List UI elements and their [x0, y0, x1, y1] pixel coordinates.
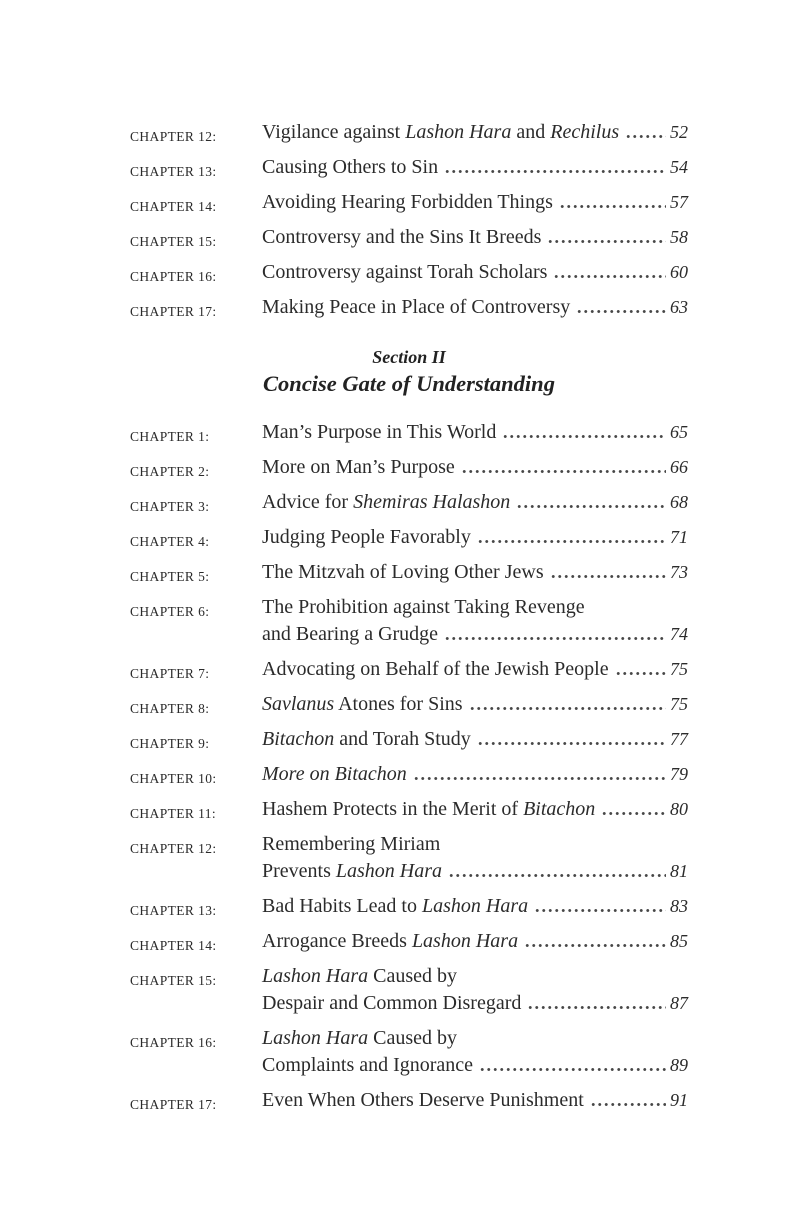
page-number: 71: [670, 527, 688, 547]
dot-leader: [502, 435, 666, 438]
chapter-label: CHAPTER 13:: [130, 164, 217, 179]
chapter-title: Hashem Protects in the Merit of Bitachon: [262, 798, 596, 820]
chapter-title: Vigilance against Lashon Hara and Rechilus: [262, 121, 620, 143]
chapter-title: Making Peace in Place of Controversy: [262, 296, 571, 318]
chapter-title: Controversy against Torah Scholars: [262, 261, 548, 283]
dot-leader: [444, 637, 666, 640]
toc-entry: [130, 594, 688, 648]
dot-leader: [477, 742, 666, 745]
chapter-title: Man’s Purpose in This World: [262, 421, 497, 443]
chapter-label: CHAPTER 14:: [130, 199, 217, 214]
chapter-title: Lashon Hara Caused by: [262, 965, 458, 987]
chapter-entry-body: [262, 559, 688, 586]
toc-entry-line: [262, 489, 688, 516]
section-kicker: Section II: [372, 347, 446, 367]
page-number: 66: [670, 457, 688, 477]
toc-entry-line: [262, 454, 688, 481]
dot-leader: [559, 205, 666, 208]
chapter-title: Causing Others to Sin: [262, 156, 439, 178]
chapter-title: The Mitzvah of Loving Other Jews: [262, 561, 544, 583]
chapter-label: CHAPTER 4:: [130, 534, 210, 549]
chapter-entry-body: [262, 524, 688, 551]
chapter-entry-body: [262, 259, 688, 286]
toc-entry: [130, 454, 688, 481]
toc-entry-line: [262, 119, 688, 146]
toc-entry-line: [262, 189, 688, 216]
toc-entry: [130, 928, 688, 955]
page-number: 89: [670, 1055, 688, 1075]
page-number: 54: [670, 157, 688, 177]
page-number: 77: [670, 729, 688, 749]
toc-entry: [130, 691, 688, 718]
toc-entry: [130, 726, 688, 753]
chapter-entry-body: [262, 419, 688, 446]
chapter-title: Lashon Hara Caused by: [262, 1027, 458, 1049]
page-number: 81: [670, 861, 688, 881]
toc-entry: [130, 1087, 688, 1114]
toc-entry: [130, 656, 688, 683]
chapter-title: and Bearing a Grudge: [262, 623, 439, 645]
page-number: 87: [670, 993, 688, 1013]
toc-entry: [130, 559, 688, 586]
toc-entry-line: [262, 656, 688, 683]
chapter-entry-body: [262, 1025, 688, 1079]
chapter-label: CHAPTER 5:: [130, 569, 210, 584]
chapter-label: CHAPTER 12:: [130, 129, 217, 144]
chapter-entry-body: [262, 224, 688, 251]
toc-entry: [130, 154, 688, 181]
dot-leader: [601, 812, 666, 815]
chapter-entry-body: [262, 1087, 688, 1114]
dot-leader: [590, 1103, 666, 1106]
page-number: 79: [670, 764, 688, 784]
toc-entry: [130, 1025, 688, 1079]
chapter-label: CHAPTER 17:: [130, 1097, 217, 1112]
toc-entry: [130, 189, 688, 216]
chapter-title: Bad Habits Lead to Lashon Hara: [262, 895, 529, 917]
chapter-label: CHAPTER 3:: [130, 499, 210, 514]
page-number: 73: [670, 562, 688, 582]
chapter-entry-body: [262, 893, 688, 920]
section-heading: [130, 345, 688, 398]
toc-entry-line: [262, 294, 688, 321]
chapter-label: CHAPTER 6:: [130, 604, 210, 619]
chapter-label: CHAPTER 16:: [130, 1035, 217, 1050]
dot-leader: [524, 944, 666, 947]
chapter-entry-body: [262, 963, 688, 1017]
chapter-label: CHAPTER 2:: [130, 464, 210, 479]
toc-entry-line: [262, 893, 688, 920]
chapter-label: CHAPTER 15:: [130, 234, 217, 249]
toc-entry: [130, 831, 688, 885]
chapter-label: CHAPTER 11:: [130, 806, 217, 821]
chapter-entry-body: [262, 489, 688, 516]
chapter-title: More on Bitachon: [262, 763, 407, 785]
chapter-label: CHAPTER 8:: [130, 701, 210, 716]
chapter-label: CHAPTER 15:: [130, 973, 217, 988]
chapter-entry-body: [262, 154, 688, 181]
page-number: 65: [670, 422, 688, 442]
chapter-title: Controversy and the Sins It Breeds: [262, 226, 542, 248]
chapter-title: Remembering Miriam: [262, 833, 441, 855]
toc-entry-line: [262, 524, 688, 551]
chapter-label: CHAPTER 10:: [130, 771, 217, 786]
toc-entry: [130, 761, 688, 788]
toc-section-2: [130, 419, 688, 1114]
toc-entry: [130, 419, 688, 446]
chapter-entry-body: [262, 454, 688, 481]
page-number: 63: [670, 297, 688, 317]
chapter-label: CHAPTER 16:: [130, 269, 217, 284]
dot-leader: [413, 777, 666, 780]
chapter-title: More on Man’s Purpose: [262, 456, 455, 478]
toc-entry: [130, 524, 688, 551]
toc-entry: [130, 893, 688, 920]
page-number: 80: [670, 799, 688, 819]
toc-entry-line: [262, 621, 688, 648]
dot-leader: [625, 135, 666, 138]
chapter-title: Savlanus Atones for Sins: [262, 693, 463, 715]
toc-entry: [130, 489, 688, 516]
chapter-label: CHAPTER 17:: [130, 304, 217, 319]
toc-entry-line: [262, 963, 688, 990]
toc-entry: [130, 796, 688, 823]
dot-leader: [553, 275, 666, 278]
page-number: 57: [670, 192, 688, 212]
toc-entry-line: [262, 928, 688, 955]
chapter-entry-body: [262, 656, 688, 683]
chapter-title: Advocating on Behalf of the Jewish People: [262, 658, 609, 680]
toc-entry: [130, 294, 688, 321]
toc-entry-line: [262, 831, 688, 858]
toc-entry-line: [262, 858, 688, 885]
toc-entry-line: [262, 419, 688, 446]
toc-entry-line: [262, 726, 688, 753]
chapter-title: Despair and Common Disregard: [262, 992, 522, 1014]
page-number: 74: [670, 624, 688, 644]
toc-entry-line: [262, 796, 688, 823]
dot-leader: [448, 874, 666, 877]
toc-entry-line: [262, 990, 688, 1017]
chapter-title: Judging People Favorably: [262, 526, 471, 548]
dot-leader: [477, 540, 666, 543]
dot-leader: [534, 909, 666, 912]
chapter-label: CHAPTER 9:: [130, 736, 210, 751]
dot-leader: [550, 575, 666, 578]
chapter-label: CHAPTER 14:: [130, 938, 217, 953]
chapter-entry-body: [262, 691, 688, 718]
chapter-label: CHAPTER 7:: [130, 666, 210, 681]
toc-entry-line: [262, 224, 688, 251]
chapter-title: Prevents Lashon Hara: [262, 860, 443, 882]
page-number: 68: [670, 492, 688, 512]
toc-entry: [130, 224, 688, 251]
page-number: 52: [670, 122, 688, 142]
toc-entry: [130, 259, 688, 286]
toc-entry-line: [262, 559, 688, 586]
dot-leader: [461, 470, 666, 473]
chapter-title: Even When Others Deserve Punishment: [262, 1089, 584, 1111]
dot-leader: [479, 1068, 666, 1071]
toc-entry: [130, 963, 688, 1017]
chapter-title: Advice for Shemiras Halashon: [262, 491, 511, 513]
toc-entry-line: [262, 1052, 688, 1079]
toc-entry-line: [262, 1087, 688, 1114]
page-number: 60: [670, 262, 688, 282]
chapter-title: Complaints and Ignorance: [262, 1054, 474, 1076]
section-title: Concise Gate of Understanding: [263, 371, 555, 396]
page-number: 75: [670, 694, 688, 714]
page-number: 91: [670, 1090, 688, 1110]
page-number: 58: [670, 227, 688, 247]
chapter-title: Avoiding Hearing Forbidden Things: [262, 191, 553, 213]
chapter-entry-body: [262, 294, 688, 321]
chapter-entry-body: [262, 189, 688, 216]
chapter-entry-body: [262, 761, 688, 788]
dot-leader: [469, 707, 666, 710]
chapter-entry-body: [262, 928, 688, 955]
toc-entry-line: [262, 691, 688, 718]
page-number: 85: [670, 931, 688, 951]
chapter-entry-body: [262, 119, 688, 146]
toc-entry-line: [262, 154, 688, 181]
chapter-label: CHAPTER 13:: [130, 903, 217, 918]
chapter-title: Bitachon and Torah Study: [262, 728, 471, 750]
chapter-title: Arrogance Breeds Lashon Hara: [262, 930, 519, 952]
dot-leader: [444, 170, 666, 173]
chapter-label: CHAPTER 1:: [130, 429, 210, 444]
dot-leader: [615, 672, 666, 675]
dot-leader: [516, 505, 666, 508]
dot-leader: [547, 240, 666, 243]
chapter-entry-body: [262, 594, 688, 648]
chapter-entry-body: [262, 726, 688, 753]
toc-entry-line: [262, 1025, 688, 1052]
chapter-title: The Prohibition against Taking Revenge: [262, 596, 585, 618]
chapter-entry-body: [262, 831, 688, 885]
chapter-label: CHAPTER 12:: [130, 841, 217, 856]
toc-section-1: [130, 119, 688, 321]
toc-entry-line: [262, 259, 688, 286]
dot-leader: [576, 310, 666, 313]
toc-entry-line: [262, 594, 688, 621]
page-number: 75: [670, 659, 688, 679]
toc-entry: [130, 119, 688, 146]
toc-entry-line: [262, 761, 688, 788]
page-number: 83: [670, 896, 688, 916]
chapter-entry-body: [262, 796, 688, 823]
dot-leader: [527, 1006, 666, 1009]
